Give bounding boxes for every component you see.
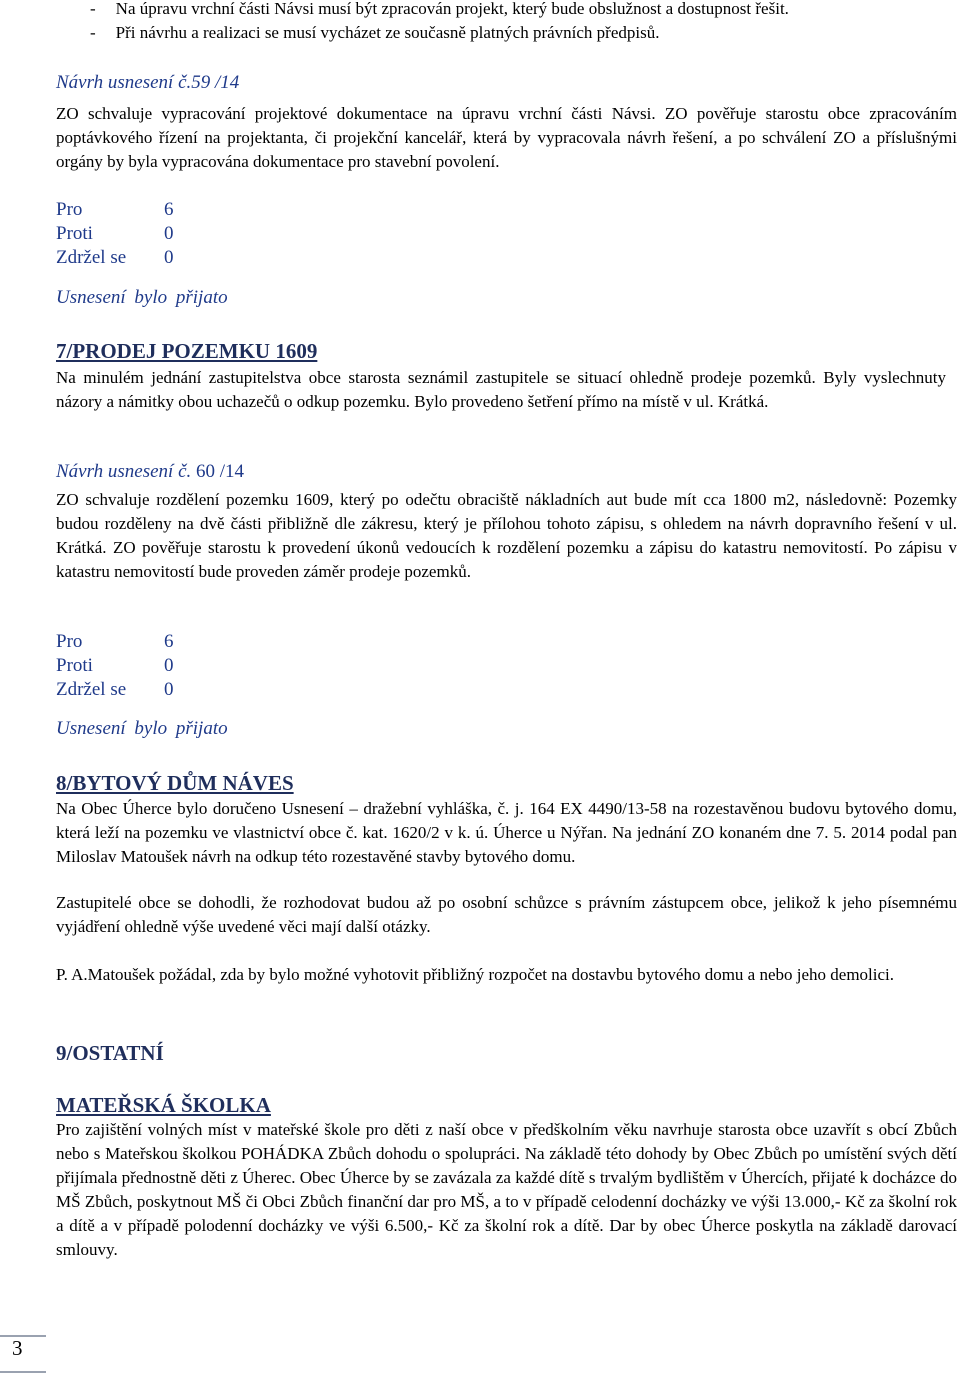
- bullet-item: [90, 0, 789, 21]
- motion-number: 60 /14: [196, 461, 245, 482]
- motion-59-text: ZO schvaluje vypracování projektové dokumentace na úpravu vrchní části Návsi. ZO pověřuje starostu obce zpracováním poptávkového řízení na projektanta, či projekční kancelář, která by vypracovala návrh řešení, a po schválení ZO a příslušnými orgány by byla vypracována dokumentace pro stavební povolení.: [56, 104, 957, 171]
- motion-60-title: [56, 461, 244, 483]
- section-7-text: Na minulém jednání zastupitelstva obce starosta seznámil zastupitele se situací ohledně prodeje pozemků. Byly vyslechnuty názory a námitky obou uchazečů o odkup pozemku. Bylo provedeno šetření přímo na místě v ul. Krátká.: [56, 368, 946, 411]
- motion-label: Návrh usnesení č.: [56, 72, 192, 93]
- section-9-heading: 9/OSTATNÍ: [56, 1041, 164, 1065]
- resolution-result: Usnesení bylo přijato: [56, 287, 228, 308]
- vote-for: Pro 6: [56, 631, 174, 652]
- bullet-text: Při návrhu a realizaci se musí vycházet ze současně platných právních předpisů.: [115, 23, 660, 42]
- motion-60-text: ZO schvaluje rozdělení pozemku 1609, který po odečtu obraciště nákladních aut bude mít cca 1800 m2, následovně: Pozemky budou rozděleny na dvě části přibližně dle zákresu, který je přílohou tohoto zápisu, s ohledem na návrh dopravního řešení v ul. Krátká. ZO pověřuje starostu k provedení úkonů vedoucích k rozdělení pozemku a zápisu do katastru nemovitostí. Po zápisu v katastru nemovitostí bude proveden záměr prodeje pozemků.: [56, 490, 957, 581]
- section-8-paragraph-1: Na Obec Úherce bylo doručeno Usnesení – dražební vyhláška, č. j. 164 EX 4490/13-58 na rozestavěnou budovu bytového domu, která leží na pozemku ve vlastnictví obce č. kat. 1620/2 v k. ú. Úherce u Nýřan. Na jednání ZO konaném dne 7. 5. 2014 podal pan Miloslav Matoušek návrh na odkup této rozestavěné stavby bytového domu.: [56, 799, 957, 866]
- section-7-heading: 7/PRODEJ POZEMKU 1609: [56, 339, 318, 363]
- vote-against: Proti 0: [56, 223, 174, 244]
- bullet-text: Na úpravu vrchní části Návsi musí být zpracován projekt, který bude obslužnost a dostupnost řešit.: [115, 0, 789, 18]
- motion-59-title: [56, 72, 239, 94]
- page-number-box: [0, 1335, 46, 1376]
- motion-number: 59 /14: [191, 72, 240, 93]
- motion-label: Návrh usnesení č.: [56, 461, 192, 482]
- section-8-heading: 8/BYTOVÝ DŮM NÁVES: [56, 771, 294, 795]
- vote-against: Proti 0: [56, 655, 174, 676]
- resolution-result: Usnesení bylo přijato: [56, 718, 228, 739]
- vote-for: Pro 6: [56, 199, 174, 220]
- section-8-paragraph-3: P. A.Matoušek požádal, zda by bylo možné vyhotovit přibližný rozpočet na dostavbu bytového domu a nebo jeho demolici.: [56, 965, 895, 984]
- bullet-dash: -: [90, 23, 96, 42]
- page-footer-rule: [0, 1371, 46, 1373]
- vote-abstain: Zdržel se 0: [56, 247, 174, 268]
- kindergarten-heading: MATEŘSKÁ ŠKOLKA: [56, 1093, 271, 1117]
- vote-abstain: Zdržel se 0: [56, 679, 174, 700]
- bullet-item: [90, 21, 659, 45]
- section-8-paragraph-2: Zastupitelé obce se dohodli, že rozhodovat budou až po osobní schůzce s právním zástupcem obce, jelikož k jeho písemnému vyjádření ohledně výše uvedené věci mají další otázky.: [56, 893, 957, 936]
- kindergarten-text: Pro zajištění volných míst v mateřské škole pro děti z naší obce v předškolním věku navrhuje starosta obce uzavřít s obcí Zbůch nebo s Mateřskou školkou POHÁDKA Zbůch dohodu o spolupráci. Na základě této dohody by Obec Zbůch po umístění svých dětí přijímala přednostně děti z Úherec. Obec Úherce by se zavázala za každé dítě s trvalým bydlištěm v Úhercích, přijaté k docházce do MŠ Zbůch, poskytnout MŠ či Obci Zbůch finanční dar pro MŠ, a to v případě celodenní docházky ve výši 13.000,- Kč za školní rok a dítě a v případě polodenní docházky ve výši 6.500,- Kč za školní rok a dítě. Dar by obec Úherce poskytla na základě darovací smlouvy.: [56, 1120, 957, 1259]
- bullet-dash: -: [90, 0, 96, 18]
- page-number: 3: [12, 1336, 23, 1360]
